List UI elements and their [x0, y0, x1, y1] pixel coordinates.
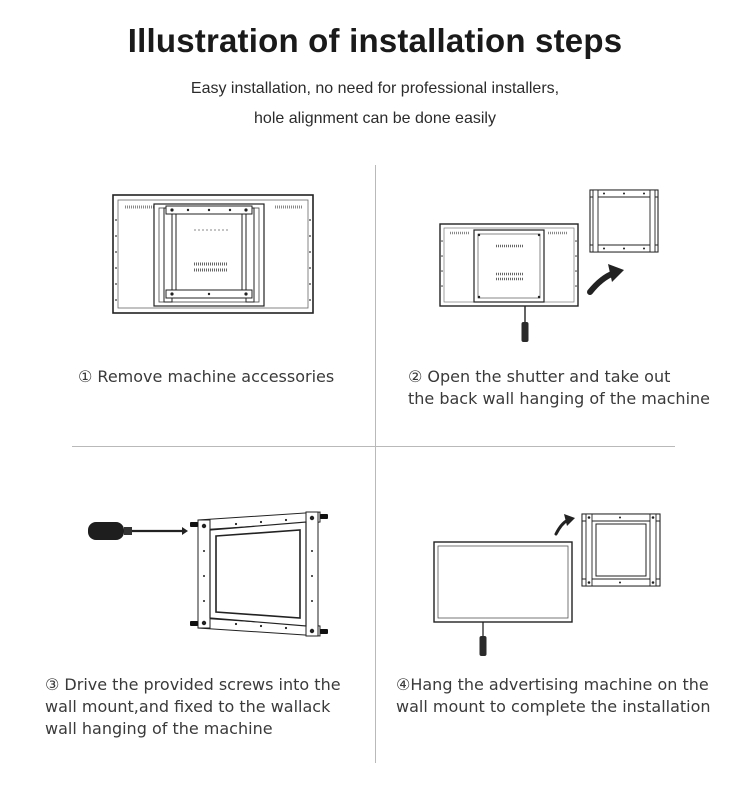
horizontal-divider [72, 446, 675, 447]
step-3-caption-line: wall hanging of the machine [45, 719, 273, 738]
step-2-caption-line: ② Open the shutter and take out [408, 367, 671, 386]
screwdriver-icon [88, 522, 188, 540]
step-4-illustration [430, 510, 670, 662]
step-3-caption-line: wall mount,and fixed to the wallack [45, 697, 331, 716]
step-1-caption-line: ① Remove machine accessories [78, 367, 335, 386]
step-4-caption-line: ④Hang the advertising machine on the [396, 675, 709, 694]
step-3-illustration [86, 506, 336, 648]
subtitle-line-1: Easy installation, no need for professional installers, [190, 80, 560, 97]
vertical-divider [375, 165, 376, 763]
step-3-caption-line: ③ Drive the provided screws into the [45, 675, 341, 694]
step-3-caption [45, 674, 341, 740]
step-2-caption-line: the back wall hanging of the machine [408, 389, 710, 408]
subtitle-line-2: hole alignment can be done easily [254, 110, 496, 127]
step-1-illustration [110, 190, 320, 320]
step-2-illustration [438, 186, 678, 348]
step-1-caption [78, 366, 334, 388]
curved-arrow-icon [590, 264, 624, 292]
step-2-caption [408, 366, 710, 410]
page-title: Illustration of installation steps [127, 22, 623, 59]
curved-arrow-icon [556, 514, 575, 534]
step-4-caption [396, 674, 711, 718]
step-4-caption-line: wall mount to complete the installation [396, 697, 711, 716]
